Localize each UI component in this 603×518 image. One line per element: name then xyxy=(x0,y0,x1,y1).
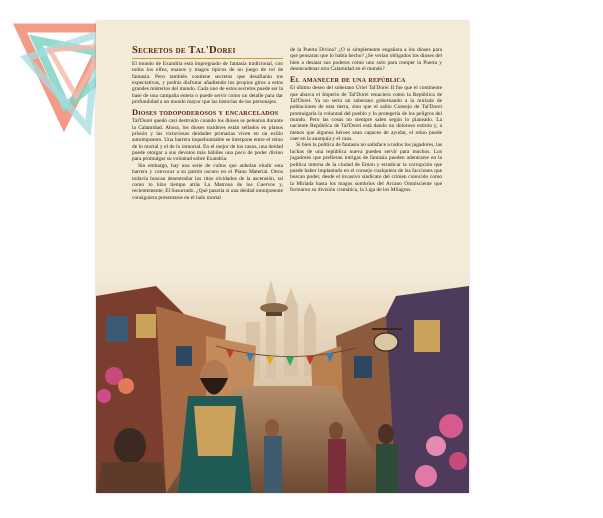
city-street-illustration xyxy=(96,276,469,493)
paragraph: de la Puerta Divina? ¿O si simplemente engañara a los dioses para que pensaran que lo había hecho? ¿Se verían obligados los dioses del bien a desatar sus poderes como uno solo para romper la Puerta y desencadenar otra Calamidad en el mundo? xyxy=(290,47,442,73)
section-title-dioses: Dioses todopoderosos y encarcelados xyxy=(132,108,279,118)
paragraph: Si bien la política de fantasía no satisface a todos los jugadores, las luchas de una república nueva pueden servir para muchos. Los jugadores que prefieran intrigas de fantasía pueden adentrarse en la política interna de la ciudad de Emon y erradicar la corrupción que puede haber implantado en el consejo cualquiera de las facciones que buscan poder, desde el invasivo sindicato del crimen conocido como la Miríada hasta los magos sombríos del Arcano Omnisciente que formaron su división cismática, la Liga de los Milagros. xyxy=(290,142,442,193)
left-column xyxy=(132,45,283,201)
paragraph: El mundo de Exandria está impregnado de fantasía tradicional, con todos los elfos, enanos y magos típicos de un juego de rol de fantasía. Pero también contiene secretos que desafiarán tus expectativas, y podrás disfrutar añadiendo tus propios giros a estos grandes misterios del mundo. Cada uno de estos secretos puede ser la base de una campaña entera o puede servir como un detalle para dar profundidad a un mundo mayor que las historias de los personajes. xyxy=(132,61,284,106)
section-title-secretos: Secretos de Tal'Dorei xyxy=(132,45,283,59)
paragraph: El último deseo del soberano Uriel Tal'Dorei II fue que el continente que abarca el Imperio de Tal'Dorei renaciera como la República de Tal'Dorei. Ya no sería un soberano gobernando a la miríada de poblaciones de esta tierra, sino que el sabio Consejo de Tal'Dorei promulgaría la voluntad del pueblo y lo protegería de los peligros del mundo. Pero las cosas no siempre salen según lo planeado. La naciente República de Tal'Dorei está dando un doloroso estirón y, a menos que algunos héroes sean capaces de ayudar, el reino puede caer en la anarquía y el caos. xyxy=(290,85,442,143)
paragraph: Sin embargo, hay una serie de cultos que anhelan eludir esta barrera y convocar a su patrón oscuro en el Plano Material. Otros todavía buscan desentrañar los ritos olvidados de la ascensión, tal como lo hizo tiempo atrás La Matrona de los Cuervos y, recientemente, El Susurrado. ¿Qué pasaría si una deidad omnipotente consiguiera presentarse en el lado mortal xyxy=(132,162,283,201)
rulebook-page xyxy=(96,21,469,493)
paragraph: Tal'Dorei quedó casi destruido cuando los dioses se pelearon durante la Calamidad. Ahora, los dioses traidores están sellados en planos prisión y las victoriosas deidades primarias viven en un exilio autoimpuesto. Una barrera inquebrantable se interpone entre el reino de lo mortal y el de lo inmortal. En el mejor de los casos, una deidad puede otorgar a sus devotos más hábiles una poco de poder divino para promulgar su voluntad sobre Exandria. xyxy=(132,118,283,163)
section-title-amanecer: El amanecer de una república xyxy=(290,75,406,85)
right-column xyxy=(290,47,442,193)
